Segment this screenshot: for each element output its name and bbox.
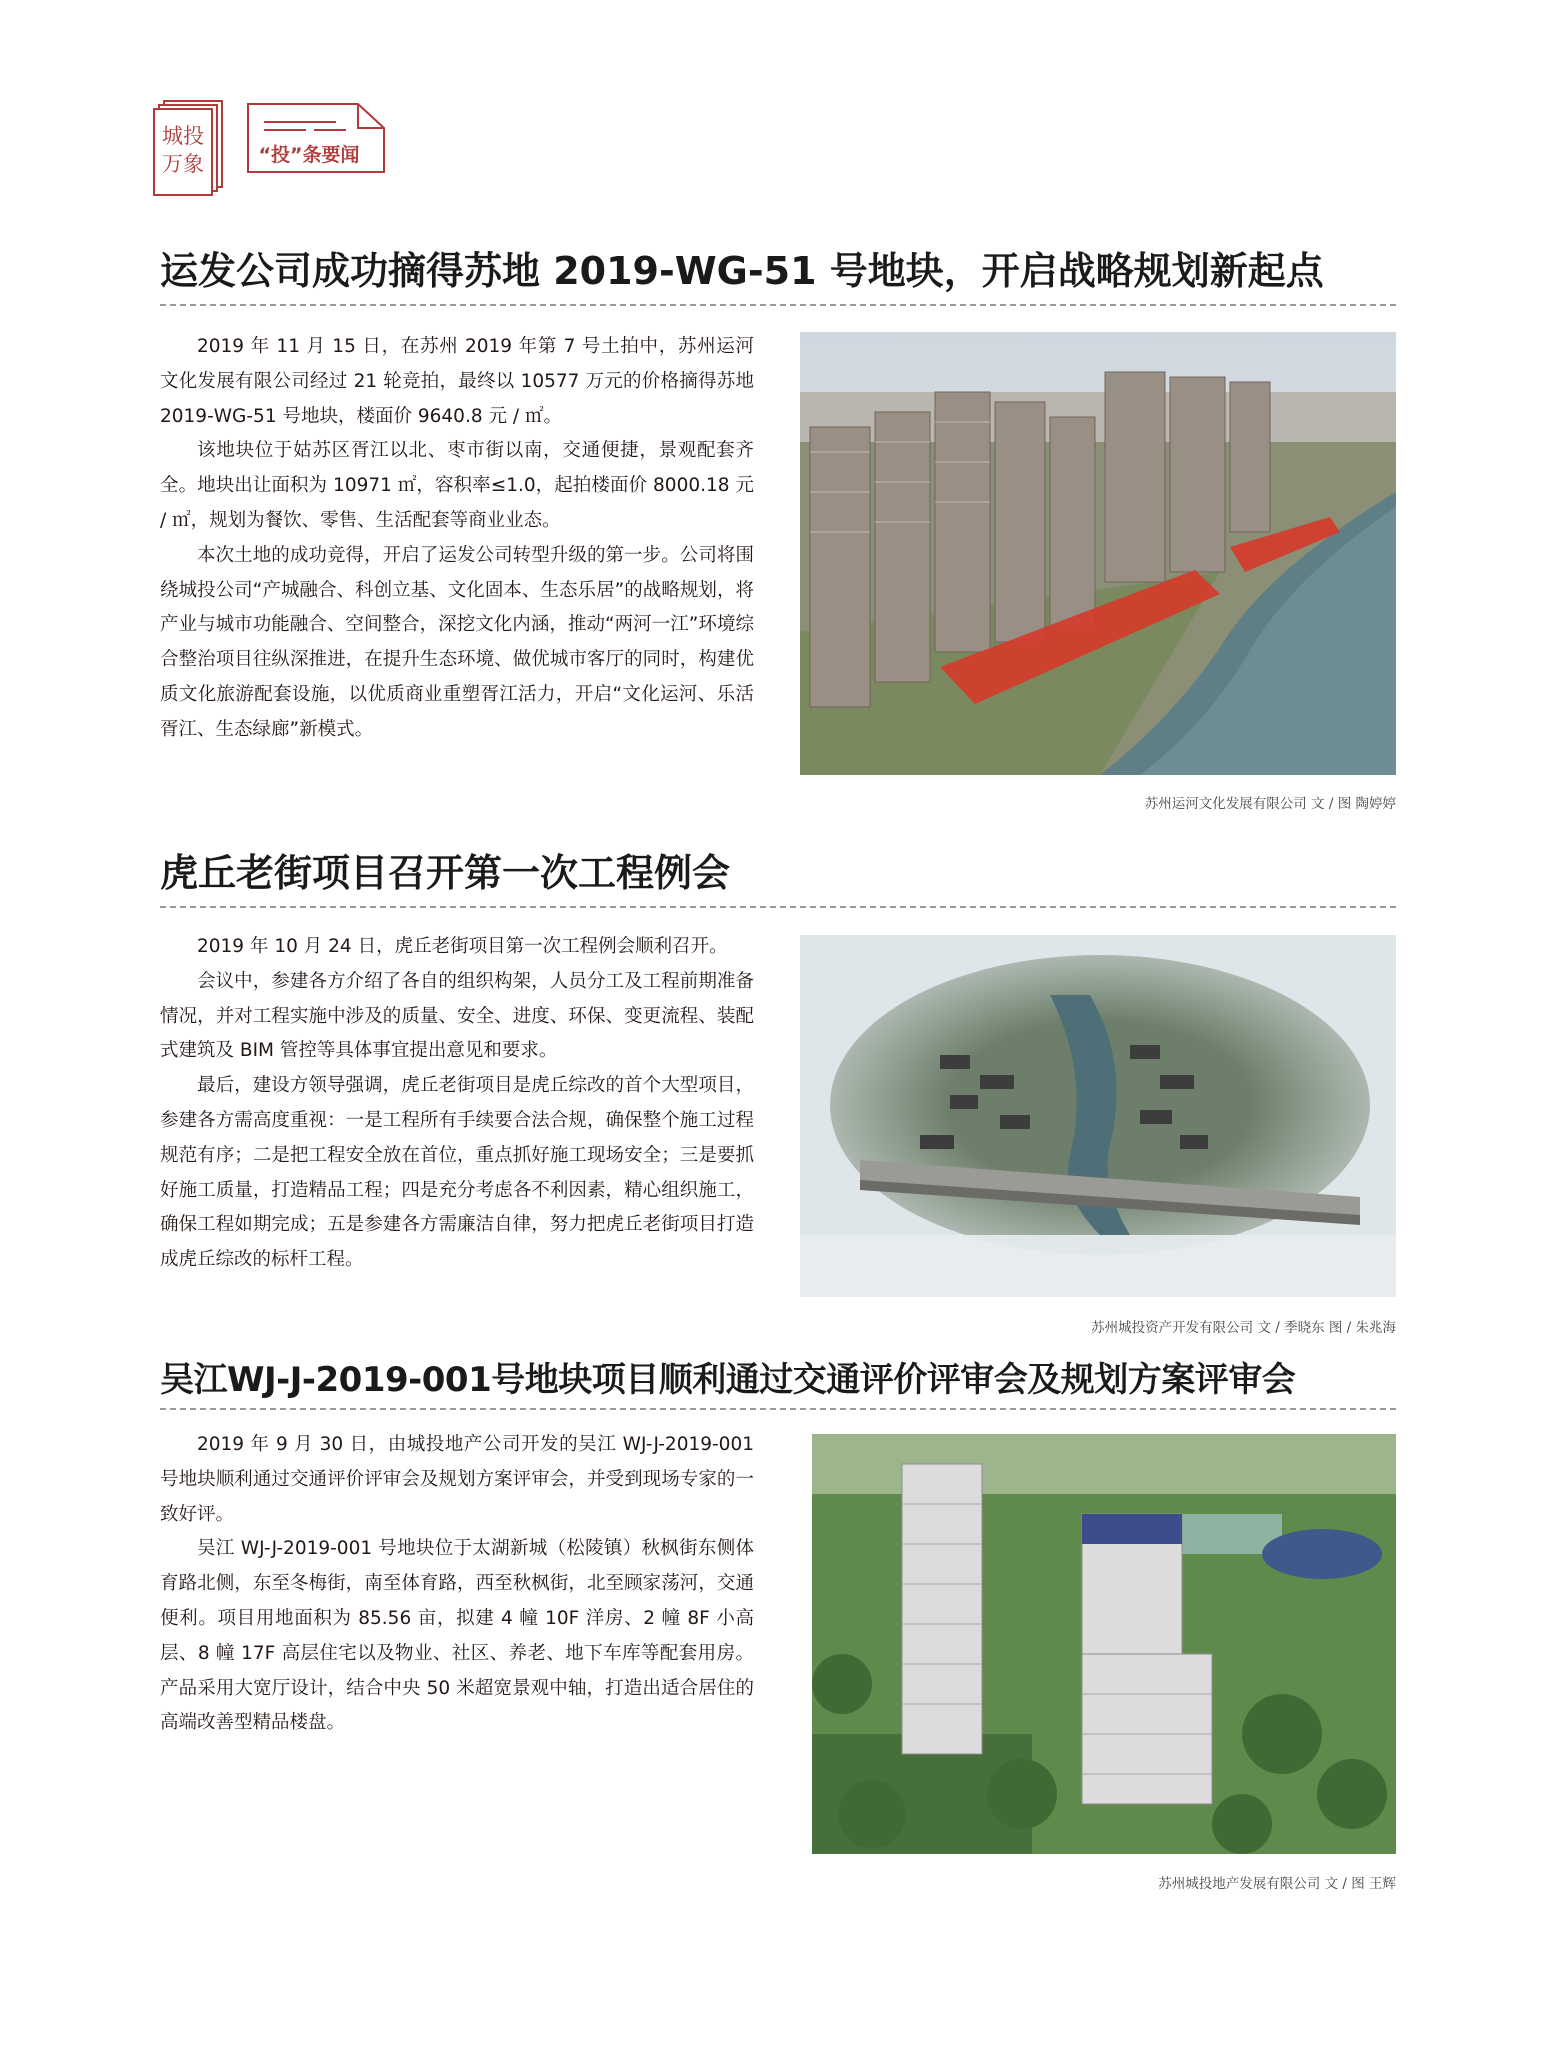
logo-line-1: 城投 [162, 124, 204, 148]
divider [160, 1408, 1396, 1410]
paragraph: 会议中，参建各方介绍了各自的组织构架，人员分工及工程前期准备情况，并对工程实施中涉及的质量、安全、进度、环保、变更流程、装配式建筑及 BIM 管控等具体事宜提出意见和要求。 [160, 970, 754, 1062]
divider [160, 906, 1396, 908]
paragraph: 该地块位于姑苏区胥江以北、枣市街以南，交通便捷，景观配套齐全。地块出让面积为 10971 ㎡，容积率≤1.0，起拍楼面价 8000.18 元 / ㎡，规划为餐饮、零售、生活配套等商业业态。 [160, 440, 754, 531]
article-3-title: 吴江WJ-J-2019-001号地块项目顺利通过交通评价评审会及规划方案评审会 [160, 1360, 1296, 1400]
paragraph: 2019 年 10 月 24 日，虎丘老街项目第一次工程例会顺利召开。 [197, 936, 728, 957]
article-1-caption: 苏州运河文化发展有限公司 文 / 图 陶婷婷 [1144, 796, 1396, 812]
paragraph: 2019 年 11 月 15 日，在苏州 2019 年第 7 号土拍中，苏州运河文化发展有限公司经过 21 轮竞拍，最终以 10577 万元的价格摘得苏地 2019-WG-51 号地块，楼面价 9640.8 元 / ㎡。 [160, 336, 754, 427]
aerial-photo-land-plot [800, 332, 1396, 775]
section-tag [246, 102, 386, 174]
paragraph: 最后，建设方领导强调，虎丘老街项目是虎丘综改的首个大型项目，参建各方需高度重视：一是工程所有手续要合法合规，确保整个施工过程规范有序；二是把工程安全放在首位，重点抓好施工现场安全；三是要抓好施工质量，打造精品工程；四是充分考虑各不利因素，精心组织施工，确保工程如期完成；五是参建各方需廉洁自律，努力把虎丘老街项目打造成虎丘综改的标杆工程。 [160, 1075, 754, 1271]
rendering-residential-project [812, 1434, 1396, 1854]
article-2-title: 虎丘老街项目召开第一次工程例会 [160, 851, 731, 895]
paragraph: 本次土地的成功竞得，开启了运发公司转型升级的第一步。公司将围绕城投公司“产城融合、科创立基、文化固本、生态乐居”的战略规划，将产业与城市功能融合、空间整合，深挖文化内涵，推动“两河一江”环境综合整治项目往纵深推进，在提升生态环境、做优城市客厅的同时，构建优质文化旅游配套设施，以优质商业重塑胥江活力，开启“文化运河、乐活胥江、生态绿廊”新模式。 [160, 544, 754, 740]
article-1-body [160, 330, 754, 748]
magazine-logo [153, 100, 219, 192]
logo-line-2: 万象 [162, 152, 204, 176]
article-2-caption: 苏州城投资产开发有限公司 文 / 季晓东 图 / 朱兆海 [1091, 1320, 1396, 1336]
paragraph: 吴江 WJ-J-2019-001 号地块位于太湖新城（松陵镇）秋枫街东侧体育路北侧，东至冬梅街，南至体育路，西至秋枫街，北至顾家荡河，交通便利。项目用地面积为 85.56 亩，拟建 4 幢 10F 洋房、2 幢 8F 小高层、8 幢 17F 高层住宅以及物业、社区、养老、地下车库等配套用房。产品采用大宽厅设计，结合中央 50 米超宽景观中轴，打造出适合居住的高端改善型精品楼盘。 [160, 1538, 754, 1734]
article-1-title: 运发公司成功摘得苏地 2019-WG-51 号地块，开启战略规划新起点 [160, 249, 1324, 293]
article-2-body [160, 930, 754, 1278]
paragraph: 2019 年 9 月 30 日，由城投地产公司开发的吴江 WJ-J-2019-001 号地块顺利通过交通评价评审会及规划方案评审会，并受到现场专家的一致好评。 [160, 1434, 754, 1525]
rendering-old-street [800, 935, 1396, 1297]
section-tag-label: “投”条要闻 [258, 144, 360, 166]
article-3-caption: 苏州城投地产发展有限公司 文 / 图 王辉 [1158, 1876, 1396, 1892]
article-3-body [160, 1428, 754, 1741]
divider [160, 304, 1396, 306]
